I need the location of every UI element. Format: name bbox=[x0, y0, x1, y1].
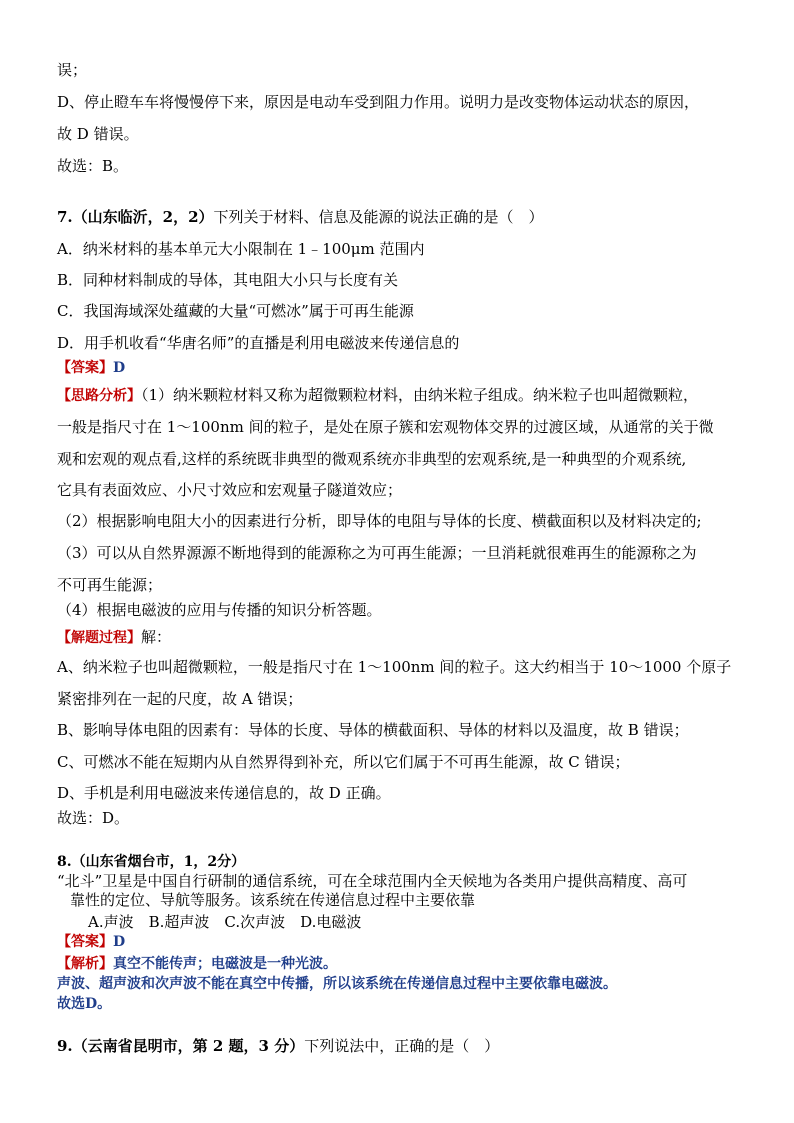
question-stem: 下列关于材料、信息及能源的说法正确的是（ ） bbox=[213, 208, 544, 226]
question-stem: 靠性的定位、导航等服务。该系统在传递信息过程中主要依靠 bbox=[70, 891, 476, 909]
explain-tag: 【解析】 bbox=[57, 956, 113, 972]
text-line: （2）根据影响电阻大小的因素进行分析，即导体的电阻与导体的长度、横截面积以及材料决定的; bbox=[57, 512, 702, 530]
question-9-heading bbox=[57, 1036, 499, 1056]
text-line: 故选：B。 bbox=[57, 157, 129, 175]
option-c: C．我国海域深处蕴藏的大量“可燃冰”属于可再生能源 bbox=[57, 302, 414, 320]
analysis-tag: 【思路分析】 bbox=[57, 388, 141, 404]
option-b: B．同种材料制成的导体，其电阻大小只与长度有关 bbox=[57, 271, 399, 289]
text-line: B、影响导体电阻的因素有：导体的长度、导体的横截面积、导体的材料以及温度，故 B 错误； bbox=[57, 721, 689, 739]
analysis-line bbox=[57, 385, 698, 406]
text-line: （3）可以从自然界源源不断地得到的能源称之为可再生能源；一旦消耗就很难再生的能源称之为 bbox=[57, 544, 697, 562]
answer-value: D bbox=[113, 934, 126, 950]
question-stem: 下列说法中，正确的是（ ） bbox=[304, 1037, 500, 1055]
text-line: 它具有表面效应、小尺寸效应和宏观量子隧道效应； bbox=[57, 481, 403, 499]
explain-line bbox=[57, 954, 337, 974]
answer-line bbox=[57, 932, 125, 952]
text-line: （4）根据电磁波的应用与传播的知识分析答题。 bbox=[57, 601, 382, 619]
text-line: 观和宏观的观点看,这样的系统既非典型的微观系统亦非典型的宏观系统,是一种典型的介观系统, bbox=[57, 450, 687, 468]
text-line: D、手机是利用电磁波来传递信息的，故 D 正确。 bbox=[57, 784, 391, 802]
question-stem: “北斗”卫星是中国自行研制的通信系统，可在全球范围内全天候地为各类用户提供高精度、高可 bbox=[57, 872, 688, 890]
text-line: A、纳米粒子也叫超微颗粒，一般是指尺寸在 1～100nm 间的粒子。这大约相当于 10～1000 个原子 bbox=[57, 658, 732, 676]
explain-text: 声波、超声波和次声波不能在真空中传播，所以该系统在传递信息过程中主要依靠电磁波。 bbox=[57, 976, 617, 992]
question-7-heading bbox=[57, 207, 544, 227]
answer-value: D bbox=[113, 360, 126, 376]
question-source: 9.（云南省昆明市，第 2 题，3 分） bbox=[57, 1037, 305, 1055]
answer-tag: 【答案】 bbox=[57, 934, 113, 950]
text-line: 故 D 错误。 bbox=[57, 125, 139, 143]
choice-line: 故选D。 bbox=[57, 996, 112, 1012]
options-line: A.声波 B.超声波 C.次声波 D.电磁波 bbox=[88, 913, 362, 931]
text-line: 误； bbox=[57, 61, 88, 79]
answer-line bbox=[57, 358, 125, 378]
text-line: 紧密排列在一起的尺度，故 A 错误； bbox=[57, 690, 303, 708]
answer-tag: 【答案】 bbox=[57, 360, 113, 376]
process-lead: 解： bbox=[141, 628, 172, 646]
text-line: 不可再生能源； bbox=[57, 576, 163, 594]
text-line: 一般是指尺寸在 1～100nm 间的粒子，是处在原子簇和宏观物体交界的过渡区域，从通常的关于微 bbox=[57, 418, 714, 436]
explain-text: 真空不能传声；电磁波是一种光波。 bbox=[113, 956, 337, 972]
text-line: D、停止瞪车车将慢慢停下来，原因是电动车受到阻力作用。说明力是改变物体运动状态的原因， bbox=[57, 93, 700, 111]
question-source: 7.（山东临沂，2，2） bbox=[57, 208, 214, 226]
option-d: D．用手机收看“华唐名师”的直播是利用电磁波来传递信息的 bbox=[57, 334, 460, 352]
analysis-text: （1）纳米颗粒材料又称为超微颗粒材料，由纳米粒子组成。纳米粒子也叫超微颗粒， bbox=[141, 386, 699, 404]
process-line bbox=[57, 627, 171, 648]
question-8-source: 8.（山东省烟台市，1，2分） bbox=[57, 854, 246, 870]
text-line: C、可燃冰不能在短期内从自然界得到补充，所以它们属于不可再生能源，故 C 错误； bbox=[57, 753, 630, 771]
process-tag: 【解题过程】 bbox=[57, 630, 141, 646]
choice-line: 故选：D。 bbox=[57, 809, 130, 827]
option-a: A．纳米材料的基本单元大小限制在 1﹣100μm 范围内 bbox=[57, 240, 425, 258]
